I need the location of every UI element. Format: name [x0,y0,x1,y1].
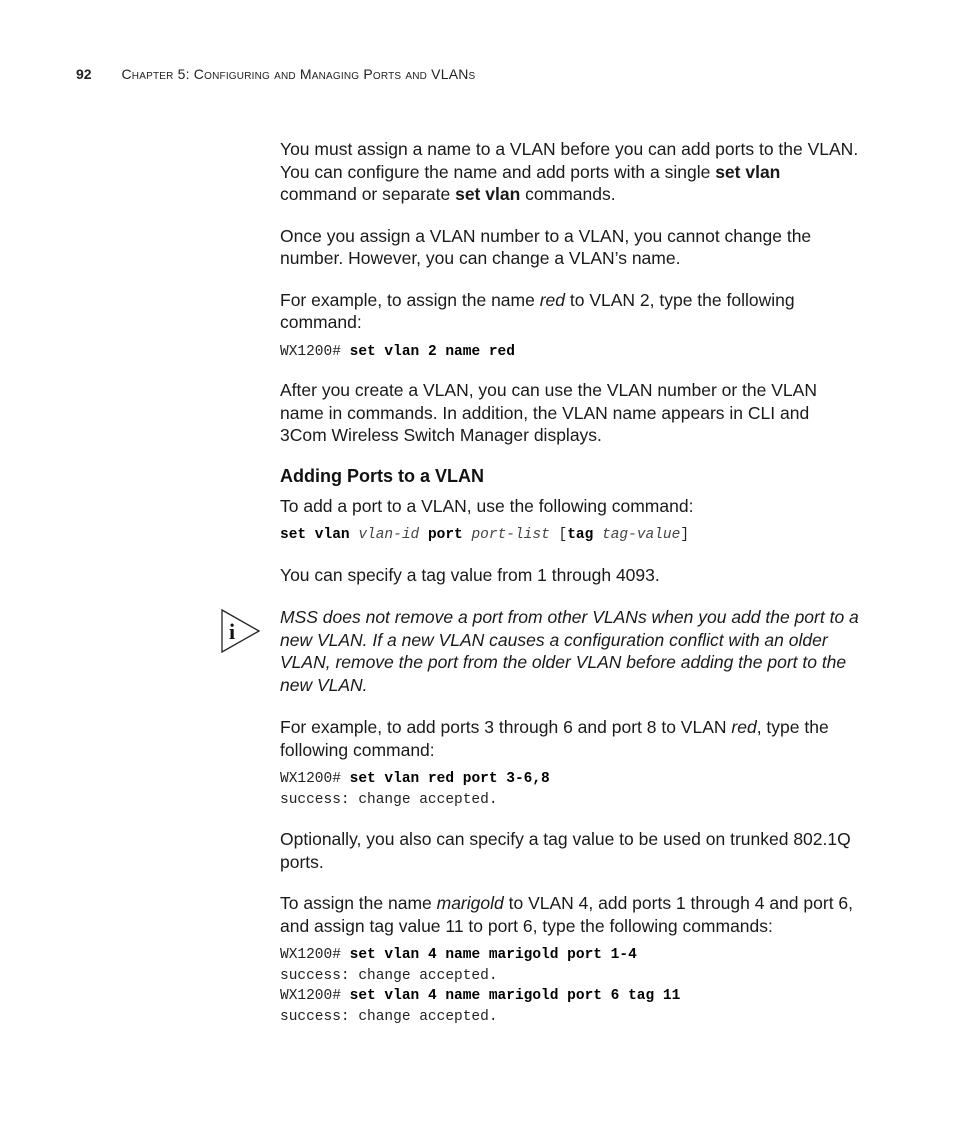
svg-text:i: i [229,619,236,644]
code-set-vlan-port: WX1200# set vlan red port 3-6,8 success: change accepted. [280,771,550,808]
section-heading: Adding Ports to a VLAN [280,465,484,486]
paragraph-example-name: For example, to assign the name red to VLAN 2, type the following command: [280,289,795,332]
note-text: MSS does not remove a port from other VLANs when you add the port to a new VLAN. If a new VLAN causes a configuration conflict with an older VLAN, remove the port from the older VLAN before adding the port to the new VLAN. [280,607,859,695]
paragraph-optional-tag: Optionally, you also can specify a tag value to be used on trunked 802.1Q ports. [280,829,851,872]
code-set-vlan-name: WX1200# set vlan 2 name red [280,343,515,360]
paragraph-vlan-name: You must assign a name to a VLAN before you can add ports to the VLAN. You can configure the name and add ports with a single set vlan command or separate set vlan commands. [280,139,859,204]
paragraph-vlan-number: Once you assign a VLAN number to a VLAN, you cannot change the number. However, you can change a VLAN’s name. [280,225,812,268]
code-set-vlan-marigold: WX1200# set vlan 4 name marigold port 1-4 success: change accepted. WX1200# set vlan 4 name marigold port 6 tag 11 success: change accepted. [280,947,681,1025]
info-icon [221,609,261,653]
page-number: 92 [76,66,92,82]
page-header [76,66,475,82]
paragraph-example-ports: For example, to add ports 3 through 6 and port 8 to VLAN red, type the following command: [280,717,829,760]
main-content [280,138,860,1027]
paragraph-add-port: To add a port to a VLAN, use the following command: [280,495,694,516]
paragraph-after-create: After you create a VLAN, you can use the VLAN number or the VLAN name in commands. In addition, the VLAN name appears in CLI and 3Com Wireless Switch Manager displays. [280,380,817,445]
command-syntax: set vlan vlan-id port port-list [tag tag-value] [280,527,690,543]
paragraph-example-marigold: To assign the name marigold to VLAN 4, add ports 1 through 4 and port 6, and assign tag value 11 to port 6, type the following commands: [280,893,854,936]
chapter-title: Chapter 5: Configuring and Managing Ports and VLANs [121,66,476,82]
paragraph-tag-range: You can specify a tag value from 1 through 4093. [280,564,660,585]
